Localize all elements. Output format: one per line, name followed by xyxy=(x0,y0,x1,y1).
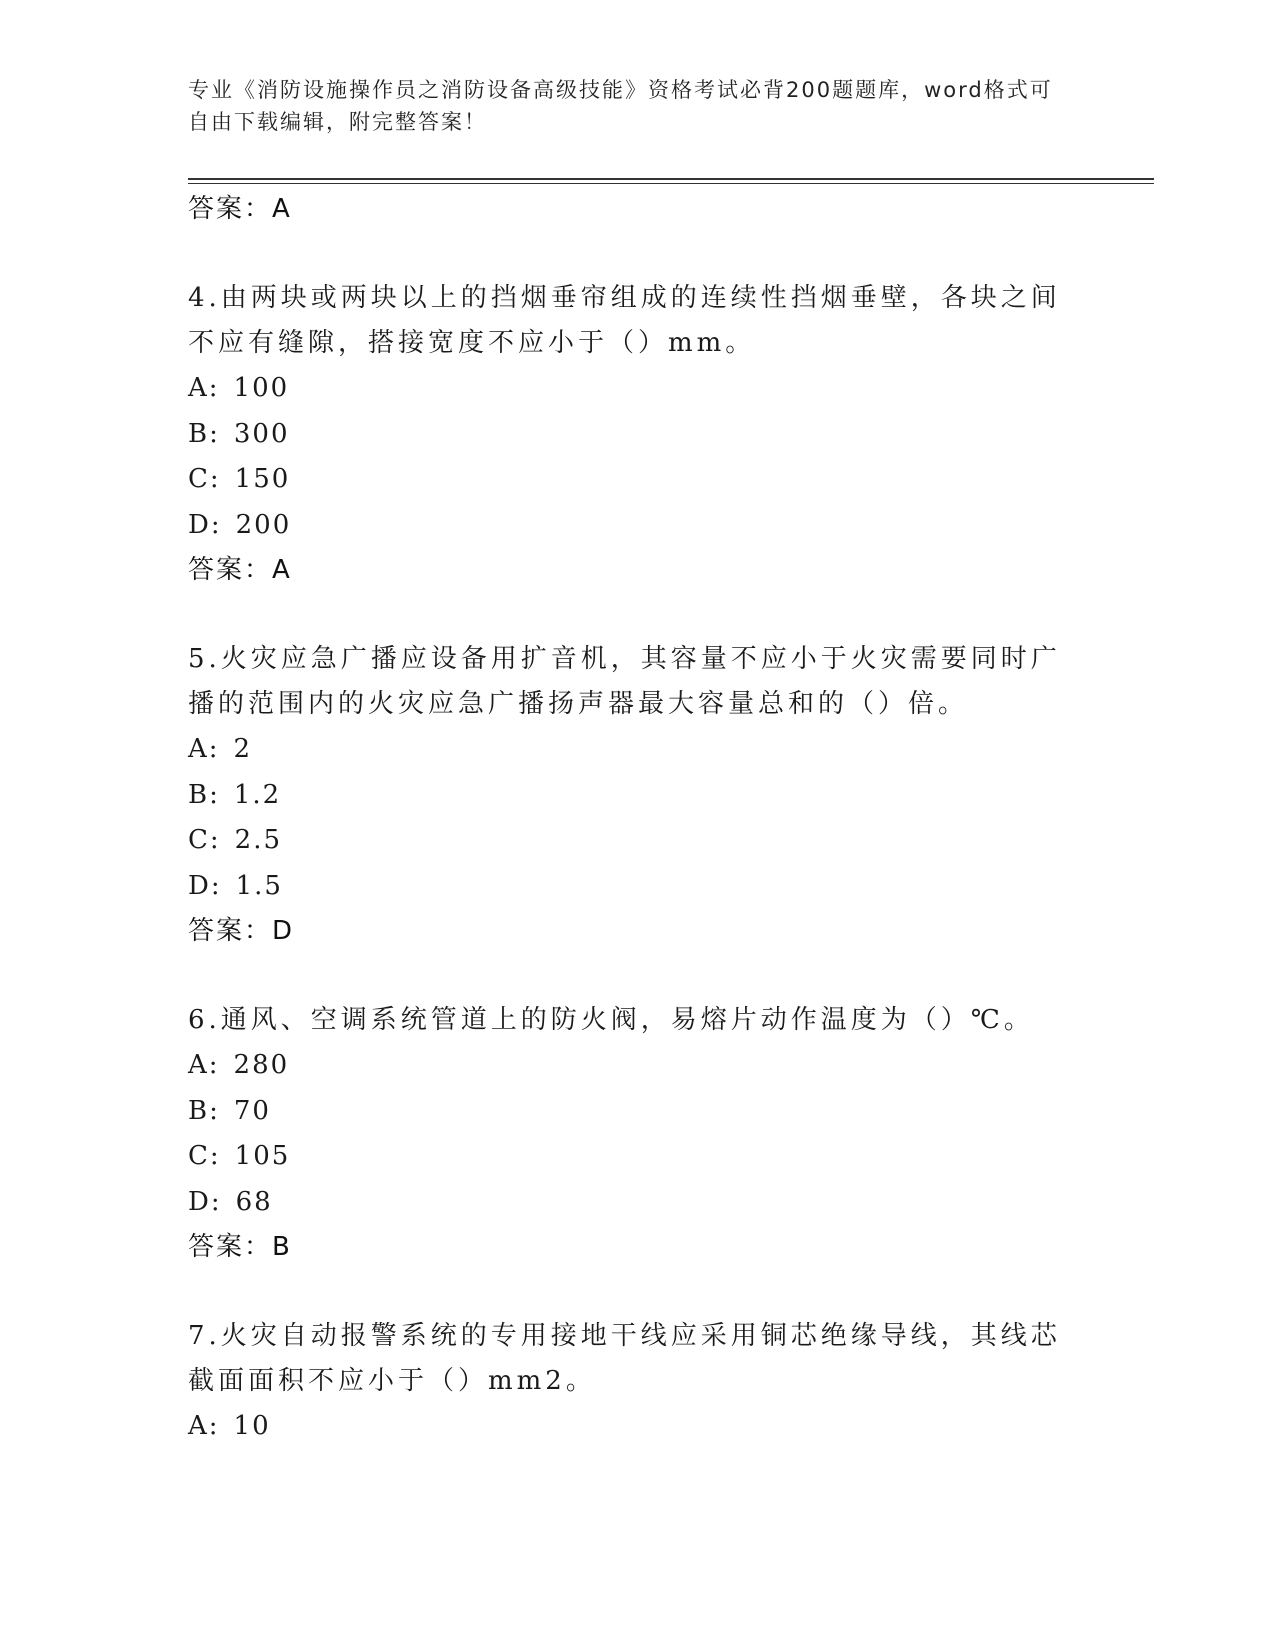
answer-line: 答案：A xyxy=(188,194,292,224)
option-value: 1.5 xyxy=(235,870,283,901)
option-key: D: xyxy=(188,1186,222,1217)
option-d xyxy=(188,864,1068,910)
question-text: 5.火灾应急广播应设备用扩音机，其容量不应小于火灾需要同时广播的范围内的火灾应急广播扬声器最大容量总和的（）倍。 xyxy=(188,644,1061,719)
header-divider-thin xyxy=(188,183,1154,184)
option-key: A: xyxy=(188,1050,220,1080)
option-b xyxy=(188,773,1068,819)
question-item xyxy=(188,637,1068,948)
option-key: C: xyxy=(188,1141,221,1171)
option-key: C: xyxy=(188,825,221,855)
option-c xyxy=(188,818,1068,864)
option-b xyxy=(188,412,1068,458)
question-text: 4.由两块或两块以上的挡烟垂帘组成的连续性挡烟垂壁，各块之间不应有缝隙，搭接宽度不应小于（）mm。 xyxy=(188,283,1061,358)
option-key: A: xyxy=(188,1411,220,1441)
question-content xyxy=(188,190,1068,1450)
question-item xyxy=(188,1314,1068,1450)
option-a xyxy=(188,1404,1068,1450)
option-value: 200 xyxy=(235,509,292,540)
option-list xyxy=(188,1043,1068,1225)
answer-line: 答案：B xyxy=(188,1232,292,1262)
option-key: A: xyxy=(188,373,220,403)
option-a xyxy=(188,366,1068,412)
option-key: B: xyxy=(188,779,220,810)
page-header: 专业《消防设施操作员之消防设备高级技能》资格考试必背200题题库，word格式可自由下载编辑，附完整答案！ xyxy=(188,78,1053,134)
option-c xyxy=(188,457,1068,503)
question-text: 6.通风、空调系统管道上的防火阀，易熔片动作温度为（）℃。 xyxy=(188,1005,1034,1035)
option-list xyxy=(188,727,1068,909)
answer-line: 答案：A xyxy=(188,555,292,585)
option-value: 70 xyxy=(233,1095,271,1126)
option-key: D: xyxy=(188,509,222,540)
question-item xyxy=(188,276,1068,587)
option-key: D: xyxy=(188,870,222,901)
option-d xyxy=(188,1180,1068,1226)
option-value: 1.2 xyxy=(233,779,282,810)
option-key: B: xyxy=(188,418,220,449)
option-c xyxy=(188,1134,1068,1180)
option-key: B: xyxy=(188,1095,220,1126)
option-value: 2.5 xyxy=(234,825,283,855)
option-value: 280 xyxy=(233,1050,290,1080)
option-key: A: xyxy=(188,734,220,764)
option-value: 100 xyxy=(233,373,290,403)
option-value: 68 xyxy=(235,1186,273,1217)
question-item xyxy=(188,998,1068,1264)
header-divider-thick xyxy=(188,178,1154,180)
option-b xyxy=(188,1089,1068,1135)
option-value: 150 xyxy=(234,464,291,494)
option-list xyxy=(188,366,1068,548)
option-value: 105 xyxy=(234,1141,291,1171)
question-text: 7.火灾自动报警系统的专用接地干线应采用铜芯绝缘导线，其线芯截面面积不应小于（）mm2。 xyxy=(188,1321,1061,1396)
option-a xyxy=(188,727,1068,773)
option-a xyxy=(188,1043,1068,1089)
option-list xyxy=(188,1404,1068,1450)
option-value: 10 xyxy=(233,1411,271,1441)
option-value: 300 xyxy=(233,418,290,449)
option-d xyxy=(188,503,1068,549)
answer-line: 答案：D xyxy=(188,916,295,946)
option-value: 2 xyxy=(233,734,253,764)
option-key: C: xyxy=(188,464,221,494)
